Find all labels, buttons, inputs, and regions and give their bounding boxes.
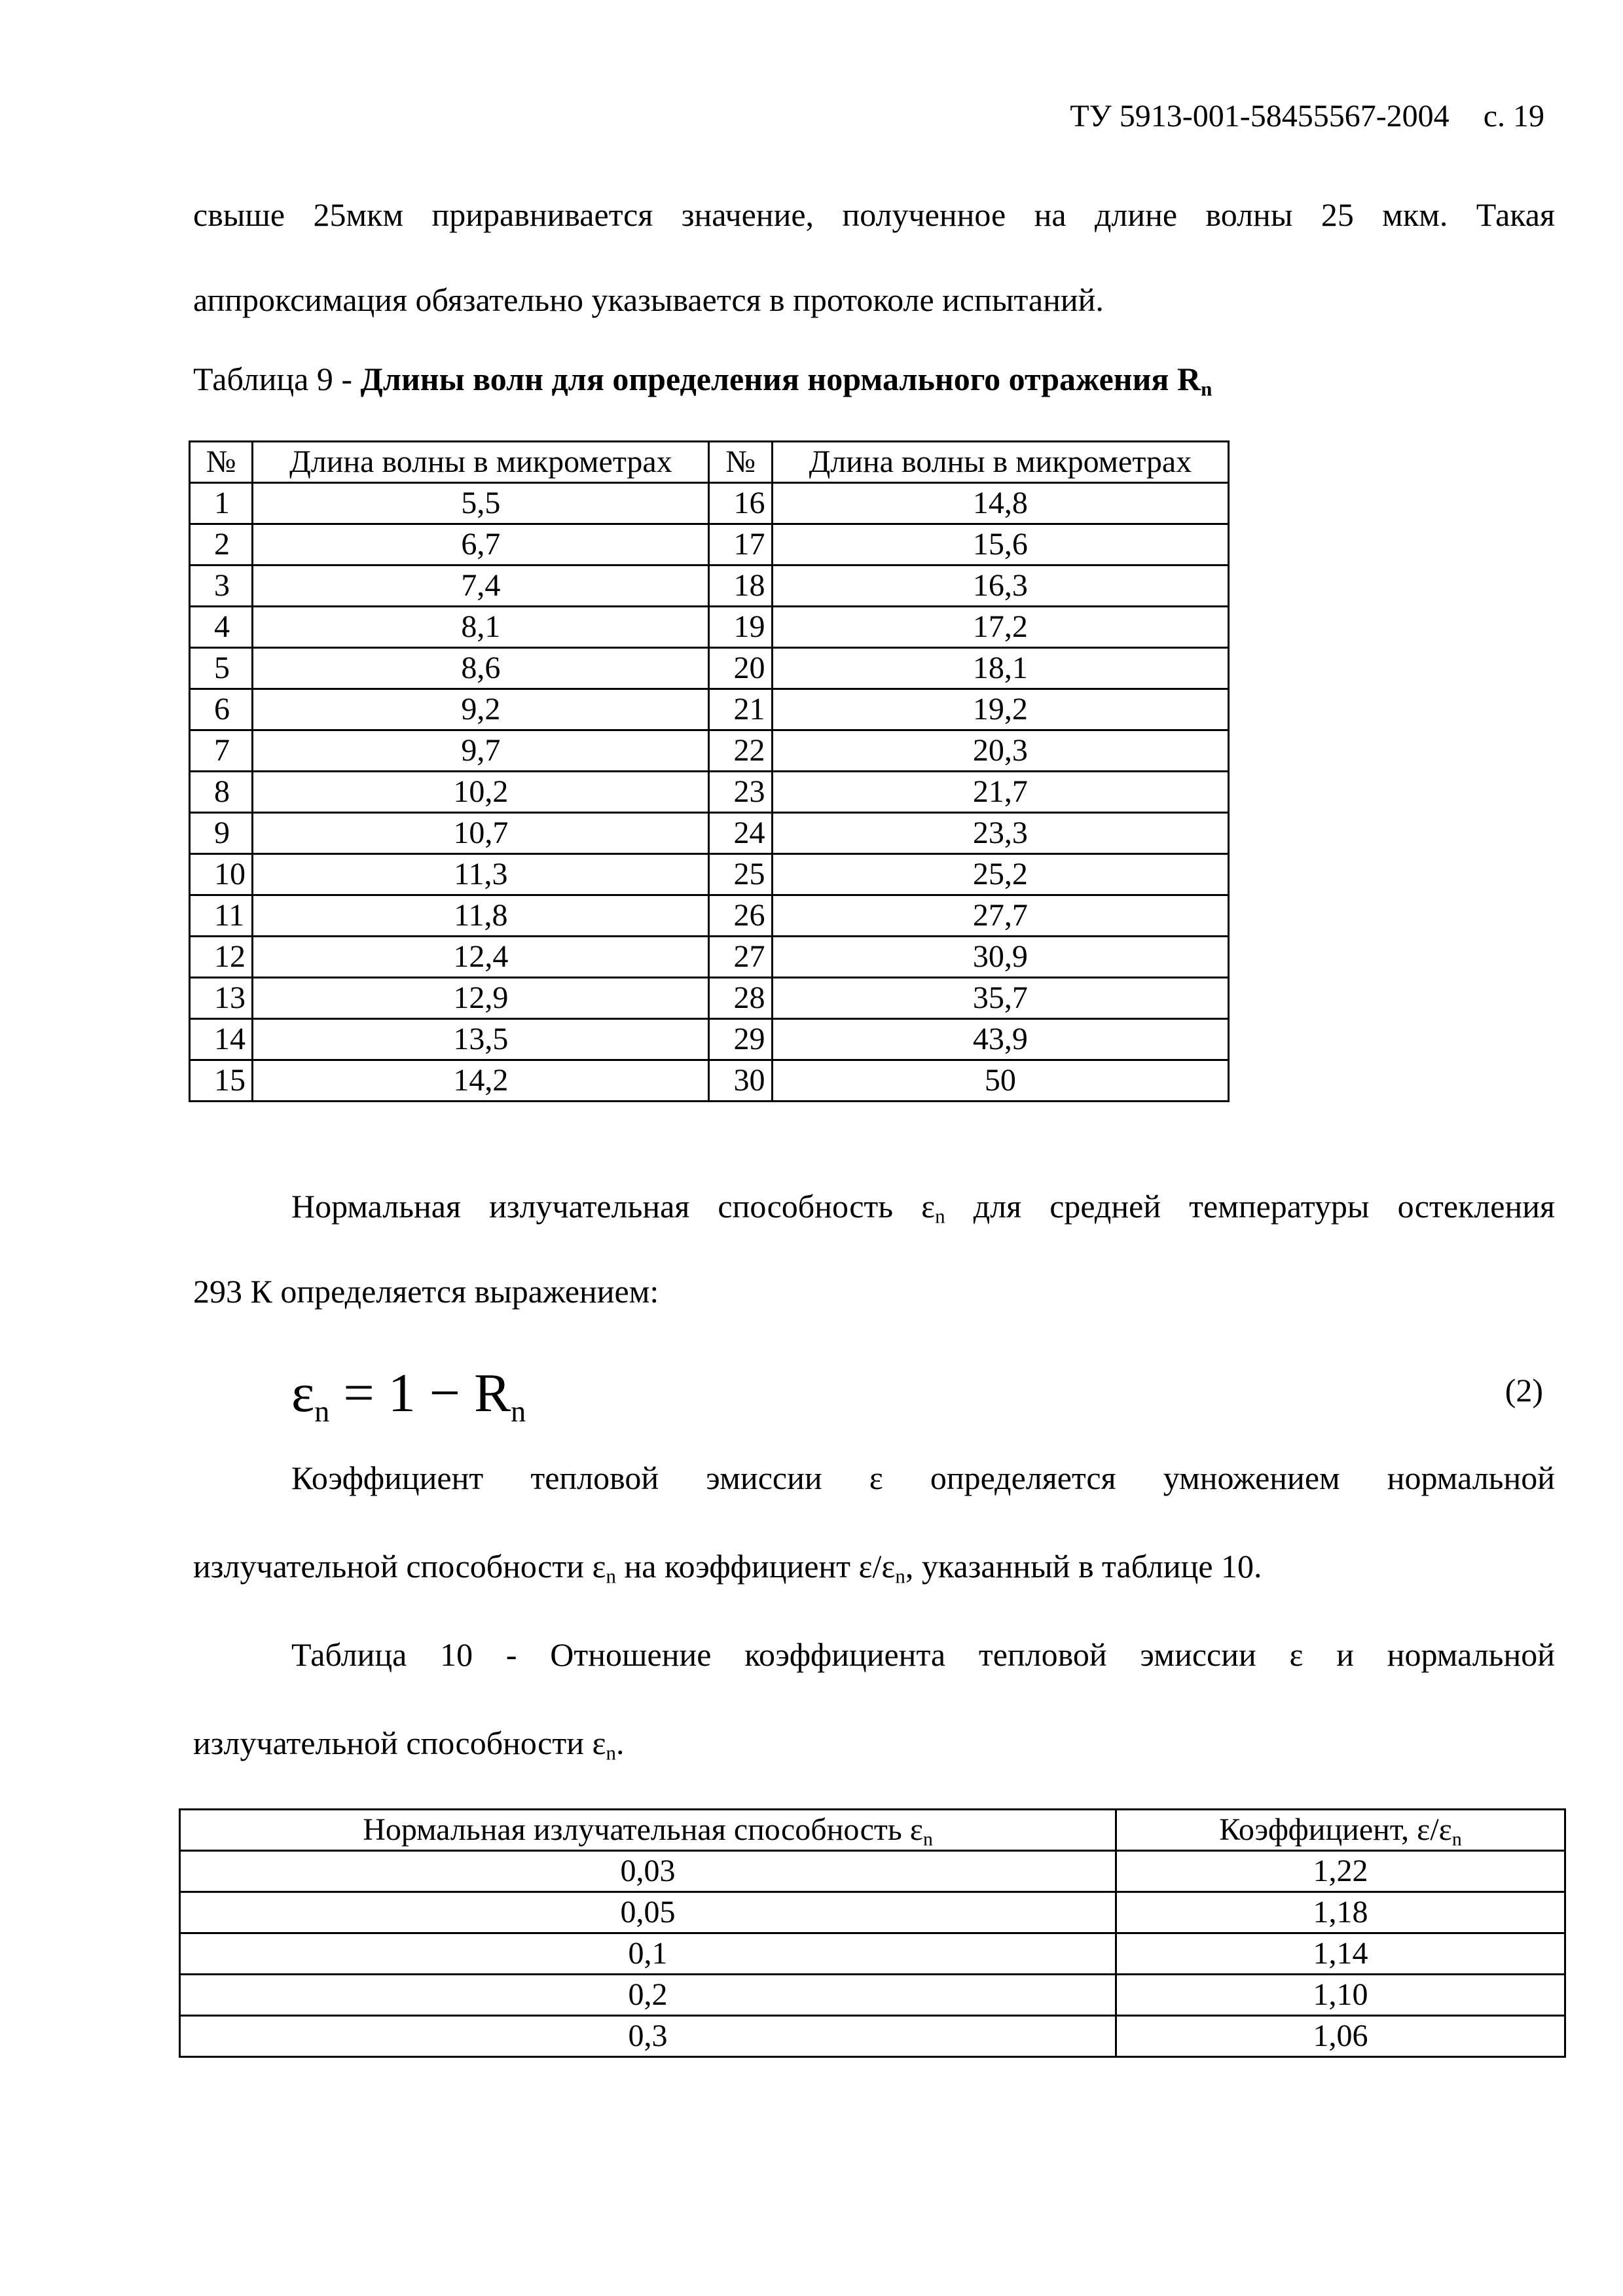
- table9-cell-wavelength: 43,9: [772, 1019, 1228, 1060]
- table9-cell-number: 29: [709, 1019, 772, 1060]
- formula-epsilon: ε: [291, 1363, 315, 1424]
- table9-cell-number: 18: [709, 565, 772, 607]
- page-number: с. 19: [1483, 99, 1544, 134]
- table10-cell-coefficient: 1,10: [1116, 1975, 1565, 2016]
- table9-cell-wavelength: 35,7: [772, 978, 1228, 1019]
- paragraph-coefficient-line2: [193, 1545, 1555, 1588]
- table9-cell-wavelength: 12,4: [253, 937, 709, 978]
- table9-cell-number: 12: [190, 937, 253, 978]
- table9-cell-number: 4: [190, 607, 253, 648]
- table-row: [190, 813, 1229, 854]
- table9-cell-number: 24: [709, 813, 772, 854]
- table9-wavelengths: [189, 440, 1230, 1102]
- table9-cell-number: 28: [709, 978, 772, 1019]
- table9-cell-wavelength: 8,6: [253, 648, 709, 689]
- table10-cell-emissivity: 0,3: [180, 2016, 1116, 2057]
- table10-header-emissivity-text: Нормальная излучательная способность ε: [363, 1812, 923, 1847]
- table9-cell-wavelength: 11,3: [253, 854, 709, 895]
- table-row: [190, 689, 1229, 730]
- table9-cell-wavelength: 27,7: [772, 895, 1228, 937]
- subscript-n: n: [606, 1741, 616, 1765]
- table9-cell-number: 27: [709, 937, 772, 978]
- table10-cell-emissivity: 0,1: [180, 1933, 1116, 1975]
- table-row: [190, 524, 1229, 565]
- table9-cell-number: 14: [190, 1019, 253, 1060]
- table9-cell-number: 26: [709, 895, 772, 937]
- table9-cell-wavelength: 7,4: [253, 565, 709, 607]
- table9-cell-wavelength: 9,2: [253, 689, 709, 730]
- table9-cell-number: 10: [190, 854, 253, 895]
- table10-cell-coefficient: 1,14: [1116, 1933, 1565, 1975]
- table-row: [190, 648, 1229, 689]
- table9-cell-wavelength: 9,7: [253, 730, 709, 772]
- table9-cell-number: 13: [190, 978, 253, 1019]
- table9-cell-wavelength: 20,3: [772, 730, 1228, 772]
- table9-cell-number: 6: [190, 689, 253, 730]
- table9-header-number-1: №: [190, 442, 253, 483]
- table9-header-number-2: №: [709, 442, 772, 483]
- table10-cell-coefficient: 1,06: [1116, 2016, 1565, 2057]
- table10-cell-coefficient: 1,22: [1116, 1851, 1565, 1892]
- table9-cell-wavelength: 16,3: [772, 565, 1228, 607]
- paragraph-coefficient-text-a: излучательной способности ε: [193, 1548, 606, 1585]
- table9-cell-wavelength: 5,5: [253, 483, 709, 524]
- subscript-n: n: [935, 1204, 945, 1228]
- table9-cell-number: 3: [190, 565, 253, 607]
- table9-cell-number: 16: [709, 483, 772, 524]
- table9-cell-number: 30: [709, 1060, 772, 1102]
- formula-emissivity: [291, 1361, 526, 1429]
- table-row: [190, 772, 1229, 813]
- table-row: [180, 1933, 1565, 1975]
- table9-cell-number: 20: [709, 648, 772, 689]
- paragraph-continuation-line1: свыше 25мкм приравнивается значение, полученное на длине волны 25 мкм. Такая: [193, 196, 1555, 233]
- table10-header-coefficient-text: Коэффициент, ε/ε: [1219, 1812, 1452, 1847]
- table9-cell-wavelength: 19,2: [772, 689, 1228, 730]
- table9-cell-number: 2: [190, 524, 253, 565]
- table-row: [180, 1851, 1565, 1892]
- table9-cell-wavelength: 8,1: [253, 607, 709, 648]
- table9-cell-wavelength: 23,3: [772, 813, 1228, 854]
- table9-cell-number: 11: [190, 895, 253, 937]
- table10-caption-period: .: [615, 1725, 625, 1761]
- paragraph-coefficient-line1: Коэффициент тепловой эмиссии ε определяется умножением нормальной: [291, 1460, 1555, 1496]
- table-row: [190, 730, 1229, 772]
- table9-cell-number: 5: [190, 648, 253, 689]
- paragraph-emissivity-line1: [193, 1185, 1555, 1228]
- table-row: [190, 1060, 1229, 1102]
- document-code: ТУ 5913-001-58455567-2004: [1070, 99, 1450, 134]
- table10-cell-emissivity: 0,05: [180, 1892, 1116, 1933]
- table9-cell-wavelength: 13,5: [253, 1019, 709, 1060]
- table10-cell-coefficient: 1,18: [1116, 1892, 1565, 1933]
- table9-cell-number: 8: [190, 772, 253, 813]
- paragraph-emissivity-text-b: для средней температуры остекления: [945, 1188, 1555, 1225]
- table9-caption: [193, 360, 1213, 401]
- formula-number: (2): [1504, 1372, 1543, 1408]
- table-row: [190, 565, 1229, 607]
- table10-body: [180, 1851, 1565, 2057]
- table9-cell-wavelength: 14,2: [253, 1060, 709, 1102]
- table9-header-row: [190, 442, 1229, 483]
- table10-caption-line1: Таблица 10 - Отношение коэффициента тепловой эмиссии ε и нормальной: [291, 1636, 1555, 1673]
- table9-cell-number: 25: [709, 854, 772, 895]
- table9-caption-prefix: Таблица 9 -: [193, 361, 361, 397]
- table9-cell-wavelength: 14,8: [772, 483, 1228, 524]
- table-row: [190, 978, 1229, 1019]
- table9-cell-number: 17: [709, 524, 772, 565]
- paragraph-coefficient-text-b: на коэффициент ε/ε: [615, 1548, 896, 1585]
- table9-caption-title: Длины волн для определения нормального отражения R: [360, 361, 1201, 397]
- table9-cell-wavelength: 17,2: [772, 607, 1228, 648]
- table-row: [190, 483, 1229, 524]
- table9-cell-wavelength: 50: [772, 1060, 1228, 1102]
- table9-cell-wavelength: 18,1: [772, 648, 1228, 689]
- table9-cell-wavelength: 25,2: [772, 854, 1228, 895]
- table9-cell-number: 15: [190, 1060, 253, 1102]
- table10-caption-line2: [193, 1721, 1555, 1765]
- table-row: [180, 2016, 1565, 2057]
- subscript-n: n: [922, 1828, 933, 1850]
- table9-cell-wavelength: 30,9: [772, 937, 1228, 978]
- table9-header-wavelength-2: Длина волны в микрометрах: [772, 442, 1228, 483]
- subscript-n: n: [895, 1564, 905, 1588]
- formula-r-subscript: n: [511, 1395, 526, 1429]
- table-row: [190, 937, 1229, 978]
- table-row: [180, 1892, 1565, 1933]
- table10-cell-emissivity: 0,03: [180, 1851, 1116, 1892]
- paragraph-coefficient-text-c: , указанный в таблице 10.: [905, 1548, 1262, 1585]
- table9-cell-wavelength: 11,8: [253, 895, 709, 937]
- table9-cell-wavelength: 21,7: [772, 772, 1228, 813]
- table9-cell-number: 22: [709, 730, 772, 772]
- table9-cell-number: 23: [709, 772, 772, 813]
- page-header: [1070, 98, 1544, 134]
- table9-cell-wavelength: 10,7: [253, 813, 709, 854]
- paragraph-emissivity-text-a: Нормальная излучательная способность ε: [291, 1188, 936, 1225]
- table9-cell-wavelength: 6,7: [253, 524, 709, 565]
- table10-cell-emissivity: 0,2: [180, 1975, 1116, 2016]
- table-row: [190, 607, 1229, 648]
- table10-header-coefficient: [1116, 1810, 1565, 1851]
- table-row: [190, 1019, 1229, 1060]
- table10-coefficients: [179, 1808, 1566, 2058]
- table9-cell-number: 21: [709, 689, 772, 730]
- table9-cell-wavelength: 10,2: [253, 772, 709, 813]
- table9-cell-number: 7: [190, 730, 253, 772]
- table-row: [190, 854, 1229, 895]
- paragraph-emissivity-line2: 293 К определяется выражением:: [193, 1273, 659, 1310]
- formula-body: = 1 − R: [329, 1363, 511, 1424]
- table10-header-emissivity: [180, 1810, 1116, 1851]
- subscript-n: n: [1451, 1828, 1462, 1850]
- subscript-n: n: [606, 1564, 616, 1588]
- table9-header-wavelength-1: Длина волны в микрометрах: [253, 442, 709, 483]
- paragraph-continuation-line2: аппроксимация обязательно указывается в протоколе испытаний.: [193, 281, 1104, 318]
- table9-cell-number: 9: [190, 813, 253, 854]
- table9-caption-subscript: n: [1201, 377, 1213, 401]
- formula-epsilon-subscript: n: [314, 1395, 330, 1429]
- table9-cell-wavelength: 15,6: [772, 524, 1228, 565]
- table-row: [180, 1975, 1565, 2016]
- table9-cell-number: 1: [190, 483, 253, 524]
- table10-caption-text: излучательной способности ε: [193, 1725, 606, 1761]
- table10-header-row: [180, 1810, 1565, 1851]
- table-row: [190, 895, 1229, 937]
- table9-cell-wavelength: 12,9: [253, 978, 709, 1019]
- table9-body: [190, 483, 1229, 1102]
- table9-cell-number: 19: [709, 607, 772, 648]
